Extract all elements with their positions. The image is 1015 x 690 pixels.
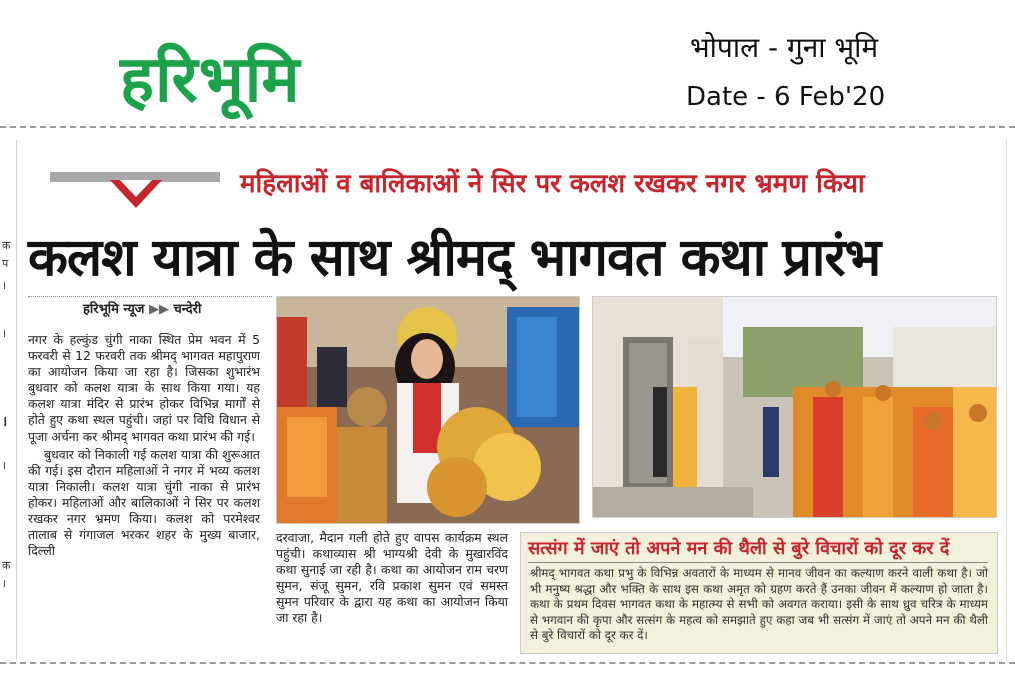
kicker-chevron-inner [120,180,152,197]
quote-body: श्रीमद् भागवत कथा प्रभु के विभिन्न अवतारों के माध्यम से मानव जीवन का कल्याण करने वाली कथा है। जो भी मनुष्य श्रद्धा और भक्ति के साथ इस कथा अमृत को ग्रहण करते हैं उनका जीवन में कल्याण हो जाता है। कथा के प्रथम दिवस भागवत कथा के महात्म्य से सभी को अवगत कराया। इसी के साथ ध्रुव चरित्र के माध्यम से भगवान की कृपा और सत्संग के महत्व को समझाते हुए कहा जब भी सत्संग में जाएं तो अपने मन की थैली से बुरे विचारों को दूर कर दें। [530,566,988,643]
article-column-2: दरवाजा, मैदान गली होते हुए वापस कार्यक्रम स्थल पहुंची। कथाव्यास श्री भाग्यश्री देवी के मुखारविंद कथा सुनाई जा रही है। कथा का आयोजन राम चरण सुमन, संजू सुमन, रवि प्रकाश सुमन एवं समस्त सुमन परिवार के द्वारा यह कथा का आयोजन किया जा रहा है। [276,530,508,626]
photo-kalash-procession-closeup [276,296,580,524]
byline [28,296,272,317]
date-label: Date - 6 Feb'20 [686,82,886,112]
edge-glyph: । [2,577,7,590]
main-headline: कलश यात्रा के साथ श्रीमद् भागवत कथा प्रारंभ [28,228,881,288]
byline-source: हरिभूमि न्यूज [83,302,145,317]
edge-glyph: प [2,257,9,270]
quote-title: सत्संग में जाएं तो अपने मन की थैली से बुरे विचारों को दूर कर दें [528,538,950,559]
edition-label: भोपाल - गुना भूमि [690,31,879,64]
article-paragraph: बुधवार को निकाली गई कलश यात्रा की शुरूआत की गई। इस दौरान महिलाओं ने नगर में भव्य कलश यात्रा निकाली। कलश यात्रा चुंगी नाका से प्रारंभ होकर। महिलाओं और बालिकाओं ने सिर पर कलश रखकर नगर भ्रमण किया। कलश को परमेश्वर तालाब से गंगाजल भरकर शहर के मुख्य बाजार, दिल्ली [28,446,260,559]
byline-place: चन्देरी [173,302,202,317]
masthead-logo: हरिभूमि [120,43,301,117]
article-column-1 [28,332,260,559]
edge-glyph: । [2,279,7,292]
photo-illustration [593,297,996,517]
edge-glyph: । [2,327,7,340]
edge-glyph: । [2,459,7,472]
byline-arrow-icon: ▶▶ [148,302,169,317]
article-paragraph: नगर के हल्कुंड चुंगी नाका स्थित प्रेम भवन में 5 फरवरी से 12 फरवरी तक श्रीमद् भागवत महापुराण का आयोजन किया जा रहा है। जिसका शुभारंभ बुधवार को कलश यात्रा के साथ किया गया। यह कलश यात्रा मंदिर से प्रारंभ होकर विभिन्न मार्गों से होते हुए कथा स्थल पहुंची। जहां पर विधि विधान से पूजा अर्चना कर श्रीमद् भागवत कथा प्रारंभ की गई। [28,332,260,444]
bottom-divider [0,662,1015,664]
byline-text [83,299,201,317]
kicker-headline: महिलाओं व बालिकाओं ने सिर पर कलश रखकर नगर भ्रमण किया [240,169,865,199]
edge-glyph: । [2,414,8,430]
right-edge-line [1006,140,1007,660]
edge-glyph: क [2,559,11,572]
photo-kalash-yatra-street [592,296,997,518]
left-neighbor-column [0,140,17,660]
quote-divider [528,562,988,563]
top-divider [0,126,1015,128]
photo-illustration [277,297,579,523]
edge-glyph: क [2,239,11,252]
